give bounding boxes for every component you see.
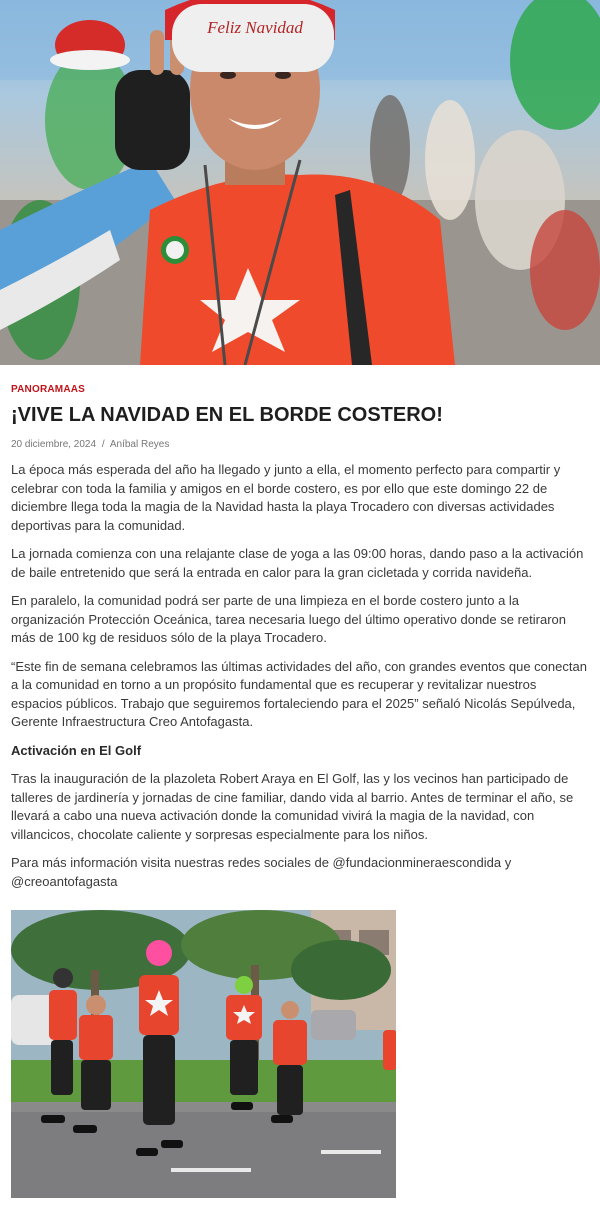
paragraph: La jornada comienza con una relajante clase de yoga a las 09:00 horas, dando paso a la activación de baile entretenido que será la entrada en calor para la gran cicletada y corrida navideña. bbox=[11, 546, 584, 580]
article-subheading: Activación en El Golf bbox=[11, 742, 142, 758]
hero-illustration bbox=[0, 0, 600, 365]
paragraph: Tras la inauguración de la plazoleta Robert Araya en El Golf, las y los vecinos han participado de talleres de jardinería y jornadas de cine familiar, dando vida al barrio. Antes de terminar el año, se llevará a cabo una nueva activación donde la comunidad vivirá la magia de la navidad, con villancicos, chocolate caliente y sorpresas especialmente para los niños. bbox=[11, 771, 574, 842]
paragraph: “Este fin de semana celebramos las últimas actividades del año, con grandes eventos que conectan a la comunidad en torno a un propósito fundamental que es recuperar y revitalizar nuestros espacios públicos. Trabajo que seguiremos fortaleciendo para el 2025” señaló Nicolás Sepúlveda, Gerente Infraestructura Creo Antofagasta. bbox=[11, 658, 587, 729]
paragraph: La época más esperada del año ha llegado y junto a ella, el momento perfecto para compartir y celebrar con toda la familia y amigos en el borde costero, es por ello que este domingo 22 de diciembre llega toda la magia de la Navidad hasta la playa Trocadero con diversas actividades deportivas para la comunidad. bbox=[11, 462, 561, 533]
article-title: ¡VIVE LA NAVIDAD EN EL BORDE COSTERO! bbox=[11, 404, 443, 426]
hat-text: Feliz Navidad bbox=[207, 18, 303, 37]
article-meta bbox=[11, 439, 169, 450]
skaters-illustration bbox=[11, 910, 396, 1198]
article-category[interactable]: PANORAMAAS bbox=[11, 384, 86, 395]
paragraph: Para más información visita nuestras redes sociales de @fundacionminera​escondida y @creoantofagasta bbox=[11, 855, 512, 889]
article-body bbox=[11, 461, 591, 901]
skaters-photo bbox=[11, 910, 396, 1198]
article-author[interactable]: Aníbal Reyes bbox=[109, 439, 170, 450]
paragraph: En paralelo, la comunidad podrá ser parte de una limpieza en el borde costero junto a la organización Protección Oceánica, tarea necesaria luego del último operativo donde se retiraron más de 100 kg de residuos sólo de la playa Trocadero. bbox=[11, 593, 566, 645]
hero-photo bbox=[0, 0, 600, 365]
meta-separator: / bbox=[101, 439, 105, 450]
article-date: 20 diciembre, 2024 bbox=[11, 439, 97, 450]
